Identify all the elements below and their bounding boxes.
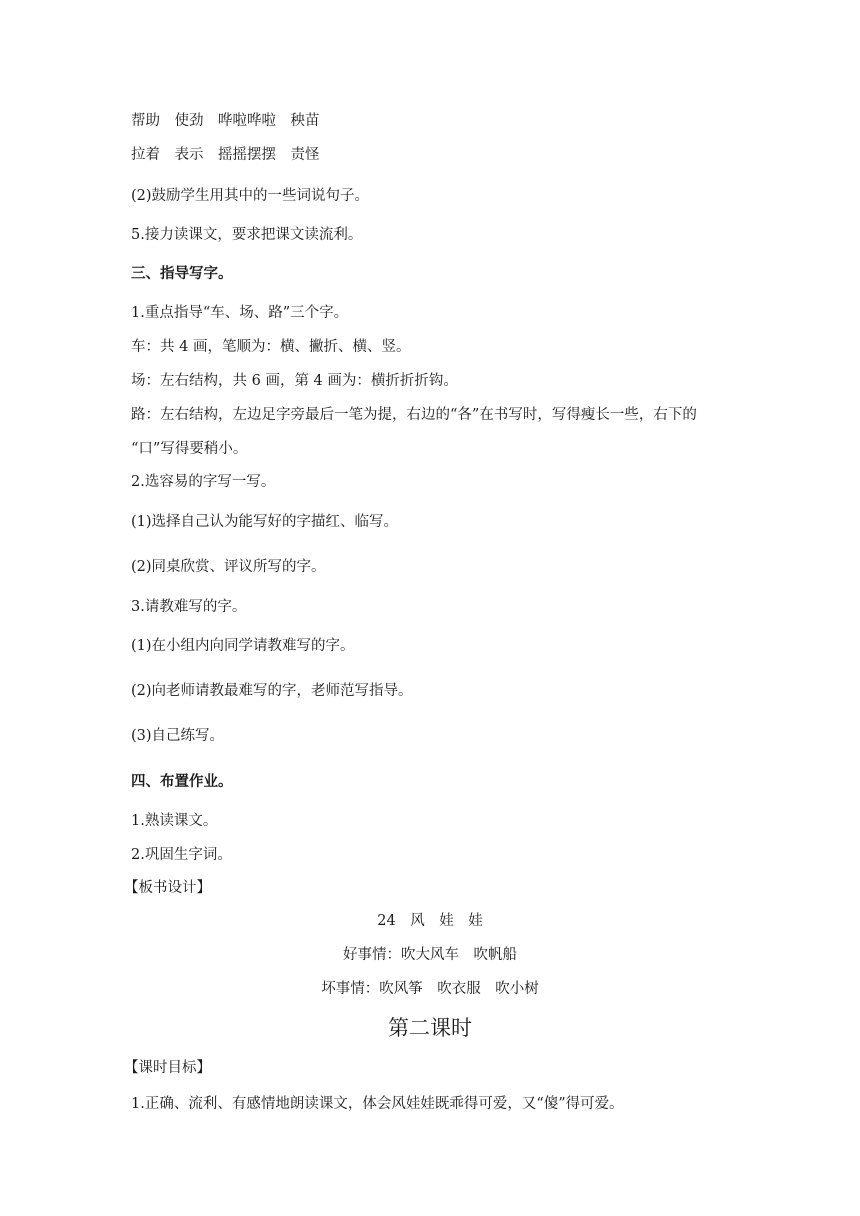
section-heading-3: 三、指导写字。 xyxy=(131,266,233,282)
paragraph: 2.巩固生字词。 xyxy=(131,847,232,863)
paragraph: 车：共 4 画，笔顺为：横、撇折、横、竖。 xyxy=(131,339,411,355)
paragraph: 1.重点指导“车、场、路”三个字。 xyxy=(131,305,349,321)
paragraph: 5.接力读课文，要求把课文读流利。 xyxy=(131,227,363,243)
paragraph: 2.选容易的字写一写。 xyxy=(131,474,276,490)
paragraph: 1.熟读课文。 xyxy=(131,813,218,829)
paragraph: (1)在小组内向同学请教难写的字。 xyxy=(131,638,355,654)
vocab-line-2: 拉着 表示 摇摇摆摆 责怪 xyxy=(131,147,320,163)
paragraph: (2)向老师请教最难写的字，老师范写指导。 xyxy=(131,683,413,699)
board-design-label: 【板书设计】 xyxy=(124,880,211,896)
lesson-two-title: 第二课时 xyxy=(388,1016,472,1040)
board-bad-things: 坏事情：吹风筝 吹衣服 吹小树 xyxy=(321,981,539,997)
paragraph: (2)鼓励学生用其中的一些词说句子。 xyxy=(131,188,370,204)
paragraph: 场：左右结构，共 6 画，第 4 画为：横折折折钩。 xyxy=(131,373,458,389)
paragraph: (3)自己练写。 xyxy=(131,728,225,744)
board-title: 24 风 娃 娃 xyxy=(377,913,483,929)
paragraph: “口”写得要稍小。 xyxy=(131,441,248,457)
board-good-things: 好事情：吹大风车 吹帆船 xyxy=(343,947,517,963)
lesson-goals-label: 【课时目标】 xyxy=(124,1060,211,1076)
paragraph: 路：左右结构，左边足字旁最后一笔为提，右边的“各”在书写时，写得瘦长一些，右下的 xyxy=(131,407,697,423)
vocab-line-1: 帮助 使劲 哗啦哗啦 秧苗 xyxy=(131,113,320,129)
paragraph: (1)选择自己认为能写好的字描红、临写。 xyxy=(131,514,399,530)
paragraph: (2)同桌欣赏、评议所写的字。 xyxy=(131,559,326,575)
section-heading-4: 四、布置作业。 xyxy=(131,774,233,790)
paragraph: 3.请教难写的字。 xyxy=(131,599,247,615)
paragraph: 1.正确、流利、有感情地朗读课文，体会风娃娃既乖得可爱，又“傻”得可爱。 xyxy=(131,1096,624,1112)
